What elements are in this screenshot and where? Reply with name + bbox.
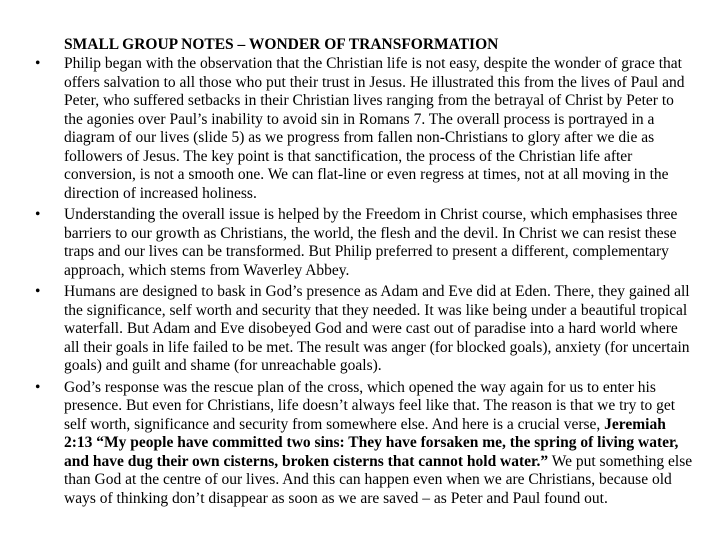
paragraph-text: Humans are designed to bask in God’s presence as Adam and Eve did at Eden. There, they gained all the significance, self worth and security that they needed. It was like being under a beautiful tropical waterfall. But Adam and Eve disobeyed God and were cast out of paradise into a hard world where all their goals in life failed to be met. The result was anger (for blocked goals), anxiety (for uncertain goals) and guilt and shame (for unreachable goals).	[64, 283, 690, 374]
paragraph-text: Philip began with the observation that the Christian life is not easy, despite the wonder of grace that offers salvation to all those who put their trust in Jesus. He illustrated this from the lives of Paul and Peter, who suffered setbacks in their Christian lives ranging from the betrayal of Christ by Peter to the agonies over Paul’s inability to avoid sin in Romans 7. The overall process is portrayed in a diagram of our lives (slide 5) as we progress from fallen non-Christians to glory after we die as followers of Jesus. The key point is that sanctification, the process of the Christian life after conversion, is not a smooth one. We can flat-line or even regress at times, not at all moving in the direction of increased holiness.	[64, 55, 685, 202]
document-title: SMALL GROUP NOTES – WONDER OF TRANSFORMATION	[64, 36, 499, 53]
bullet-icon: •	[35, 55, 41, 72]
paragraph-text: God’s response was the rescue plan of the cross, which opened the way again for us to enter his presence. But even for Christians, life doesn’t always feel like that. The reason is that we try to get self worth, significance and security from somewhere else. And here is a crucial verse,	[64, 378, 676, 433]
paragraph-text: We put something else than God at the centre of our lives. And this can happen even when we are Christians, because old ways of thinking don’t disappear as soon as we are saved – as Peter and Paul found out.	[64, 452, 693, 507]
bible-verse-quote: Jeremiah 2:13 “My people have committed two sins: They have forsaken me, the spring of living water, and have dug their own cisterns, broken cisterns that cannot hold water.”	[64, 415, 679, 470]
paragraph-text: Understanding the overall issue is helped by the Freedom in Christ course, which emphasises three barriers to our growth as Christians, the world, the flesh and the devil. In Christ we can resist these traps and our lives can be transformed. But Philip preferred to present a different, complementary approach, which stems from Waverley Abbey.	[64, 206, 678, 279]
bullet-icon: •	[35, 206, 41, 223]
notes-bullet-list	[0, 55, 720, 511]
bullet-icon: •	[35, 283, 41, 300]
list-item	[0, 55, 720, 203]
list-item	[0, 283, 720, 376]
list-item	[0, 379, 720, 509]
bullet-icon: •	[35, 378, 41, 396]
list-item	[0, 206, 720, 280]
